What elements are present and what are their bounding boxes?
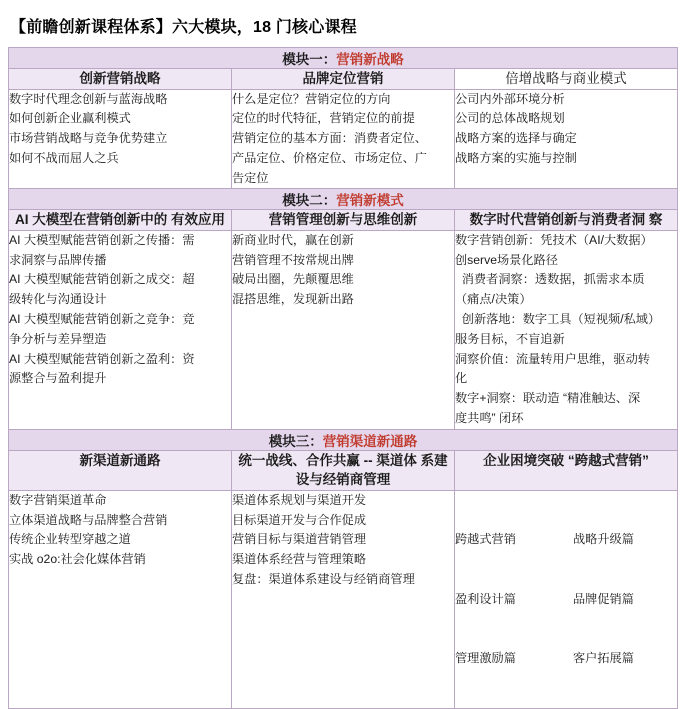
course-line: 公司内外部环境分析	[455, 91, 565, 106]
course-line: 数字+洞察：联动造 “精准触达、深	[455, 391, 641, 406]
course-line: 级转化与沟通设计	[9, 292, 107, 307]
course-heading: 品牌定位营销	[232, 69, 455, 90]
course-subcolumn-right	[573, 491, 677, 708]
course-line: 战略升级篇	[573, 532, 634, 547]
course-line: 跨越式营销	[455, 532, 516, 547]
course-line: 如何不战而屈人之兵	[9, 150, 119, 165]
course-line: 实战 o2o:社会化媒体营销	[9, 552, 146, 567]
course-body	[232, 230, 455, 429]
course-line: 数字时代理念创新与蓝海战略	[9, 91, 168, 106]
course-heading: 统一战线、合作共赢 -- 渠道体 系建设与经销商管理	[232, 450, 455, 490]
course-body	[232, 89, 455, 189]
module-bar-name: 营销渠道新通路	[322, 433, 418, 449]
course-line: AI 大模型赋能营销创新之传播：需	[9, 232, 195, 247]
course-line: 创serve场景化路径	[455, 252, 558, 267]
course-line: 什么是定位？营销定位的方向	[232, 91, 391, 106]
course-line: AI 大模型赋能营销创新之竞争：竞	[9, 312, 195, 327]
module-bar-prefix: 模块一：	[282, 52, 337, 67]
course-line: 服务目标，不盲追新	[455, 331, 565, 346]
course-heading: 创新营销战略	[9, 69, 232, 90]
course-line: 公司的总体战略规划	[455, 111, 565, 126]
course-body	[9, 89, 232, 189]
course-body-row	[9, 230, 678, 429]
course-line: 数字营销渠道革命	[9, 492, 107, 507]
course-line: 目标渠道开发与合作促成	[232, 512, 367, 527]
curriculum-table	[8, 47, 678, 709]
course-line: AI 大模型赋能营销创新之成交：超	[9, 272, 195, 287]
course-body-row	[9, 490, 678, 708]
course-line: 战略方案的实施与控制	[455, 150, 577, 165]
course-line: 营销定位的基本方面：消费者定位、	[232, 131, 427, 146]
course-heading-row	[9, 450, 678, 490]
course-line: 混搭思维，发现新出路	[232, 292, 354, 307]
course-line: 营销目标与渠道营销管理	[232, 532, 367, 547]
course-heading: 营销管理创新与思维创新	[232, 210, 455, 231]
course-line: 营销管理不按常规出牌	[232, 252, 354, 267]
course-line: 度共鸣” 闭环	[455, 410, 524, 425]
course-heading: 企业困境突破 “跨越式营销”	[455, 450, 678, 490]
course-heading: 新渠道新通路	[9, 450, 232, 490]
course-body	[455, 490, 678, 708]
course-subcolumn-left	[455, 491, 559, 708]
course-body	[9, 230, 232, 429]
course-body-row	[9, 89, 678, 189]
course-line: 渠道体系经营与管理策略	[232, 552, 367, 567]
course-line: 定位的时代特征，营销定位的前提	[232, 111, 415, 126]
course-line: 告定位	[232, 170, 269, 185]
course-body	[232, 490, 455, 708]
page-title: 【前瞻创新课程体系】六大模块，18 门核心课程	[10, 19, 357, 36]
module-bar-prefix: 模块三：	[268, 433, 323, 449]
course-line: AI 大模型赋能营销创新之盈利：资	[9, 351, 195, 366]
course-line: 复盘：渠道体系建设与经销商管理	[232, 571, 415, 586]
course-line: 化	[455, 371, 468, 386]
course-line: 源整合与盈利提升	[9, 371, 107, 386]
module-bar-row	[9, 189, 678, 210]
course-line: 洞察价值：流量转用户思维，驱动转	[455, 351, 650, 366]
course-line: 盈利设计篇	[455, 591, 516, 606]
course-heading-row	[9, 210, 678, 231]
course-line: 立体渠道战略与品牌整合营销	[9, 512, 168, 527]
course-body	[9, 490, 232, 708]
module-bar-1	[9, 48, 678, 69]
module-bar-name: 营销新模式	[336, 193, 404, 209]
course-line: 创新落地：数字工具（短视频/私域）	[455, 312, 661, 327]
course-line: 争分析与差异塑造	[9, 331, 107, 346]
module-bar-2	[9, 189, 678, 210]
course-heading-row	[9, 69, 678, 90]
course-line: （痛点/决策）	[455, 292, 532, 307]
course-line: 消费者洞察：透数据，抓需求本质	[455, 272, 645, 287]
course-line: 新商业时代，赢在创新	[232, 232, 354, 247]
module-bar-prefix: 模块二：	[282, 193, 337, 209]
course-line: 管理激励篇	[455, 650, 516, 665]
course-line: 渠道体系规划与渠道开发	[232, 492, 367, 507]
course-line: 品牌促销篇	[573, 591, 634, 606]
course-line: 如何创新企业赢利模式	[9, 111, 131, 126]
course-body	[455, 230, 678, 429]
course-line: 产品定位、价格定位、市场定位、广	[232, 150, 427, 165]
module-bar-3	[9, 429, 678, 450]
course-body	[455, 89, 678, 189]
course-line: 战略方案的选择与确定	[455, 131, 577, 146]
course-heading: AI 大模型在营销创新中的 有效应用	[9, 210, 232, 231]
module-bar-name: 营销新战略	[336, 52, 404, 67]
course-line: 求洞察与品牌传播	[9, 252, 107, 267]
module-bar-row	[9, 429, 678, 450]
course-line: 市场营销战略与竞争优势建立	[9, 131, 168, 146]
course-heading: 数字时代营销创新与消费者洞 察	[455, 210, 678, 231]
course-line: 破局出圈，先颠覆思维	[232, 272, 354, 287]
course-heading: 倍增战略与商业模式	[455, 69, 678, 90]
course-line: 客户拓展篇	[573, 650, 634, 665]
course-line: 数字营销创新：凭技术（AI/大数据）	[455, 232, 653, 247]
module-bar-row	[9, 48, 678, 69]
course-line: 传统企业转型穿越之道	[9, 532, 131, 547]
